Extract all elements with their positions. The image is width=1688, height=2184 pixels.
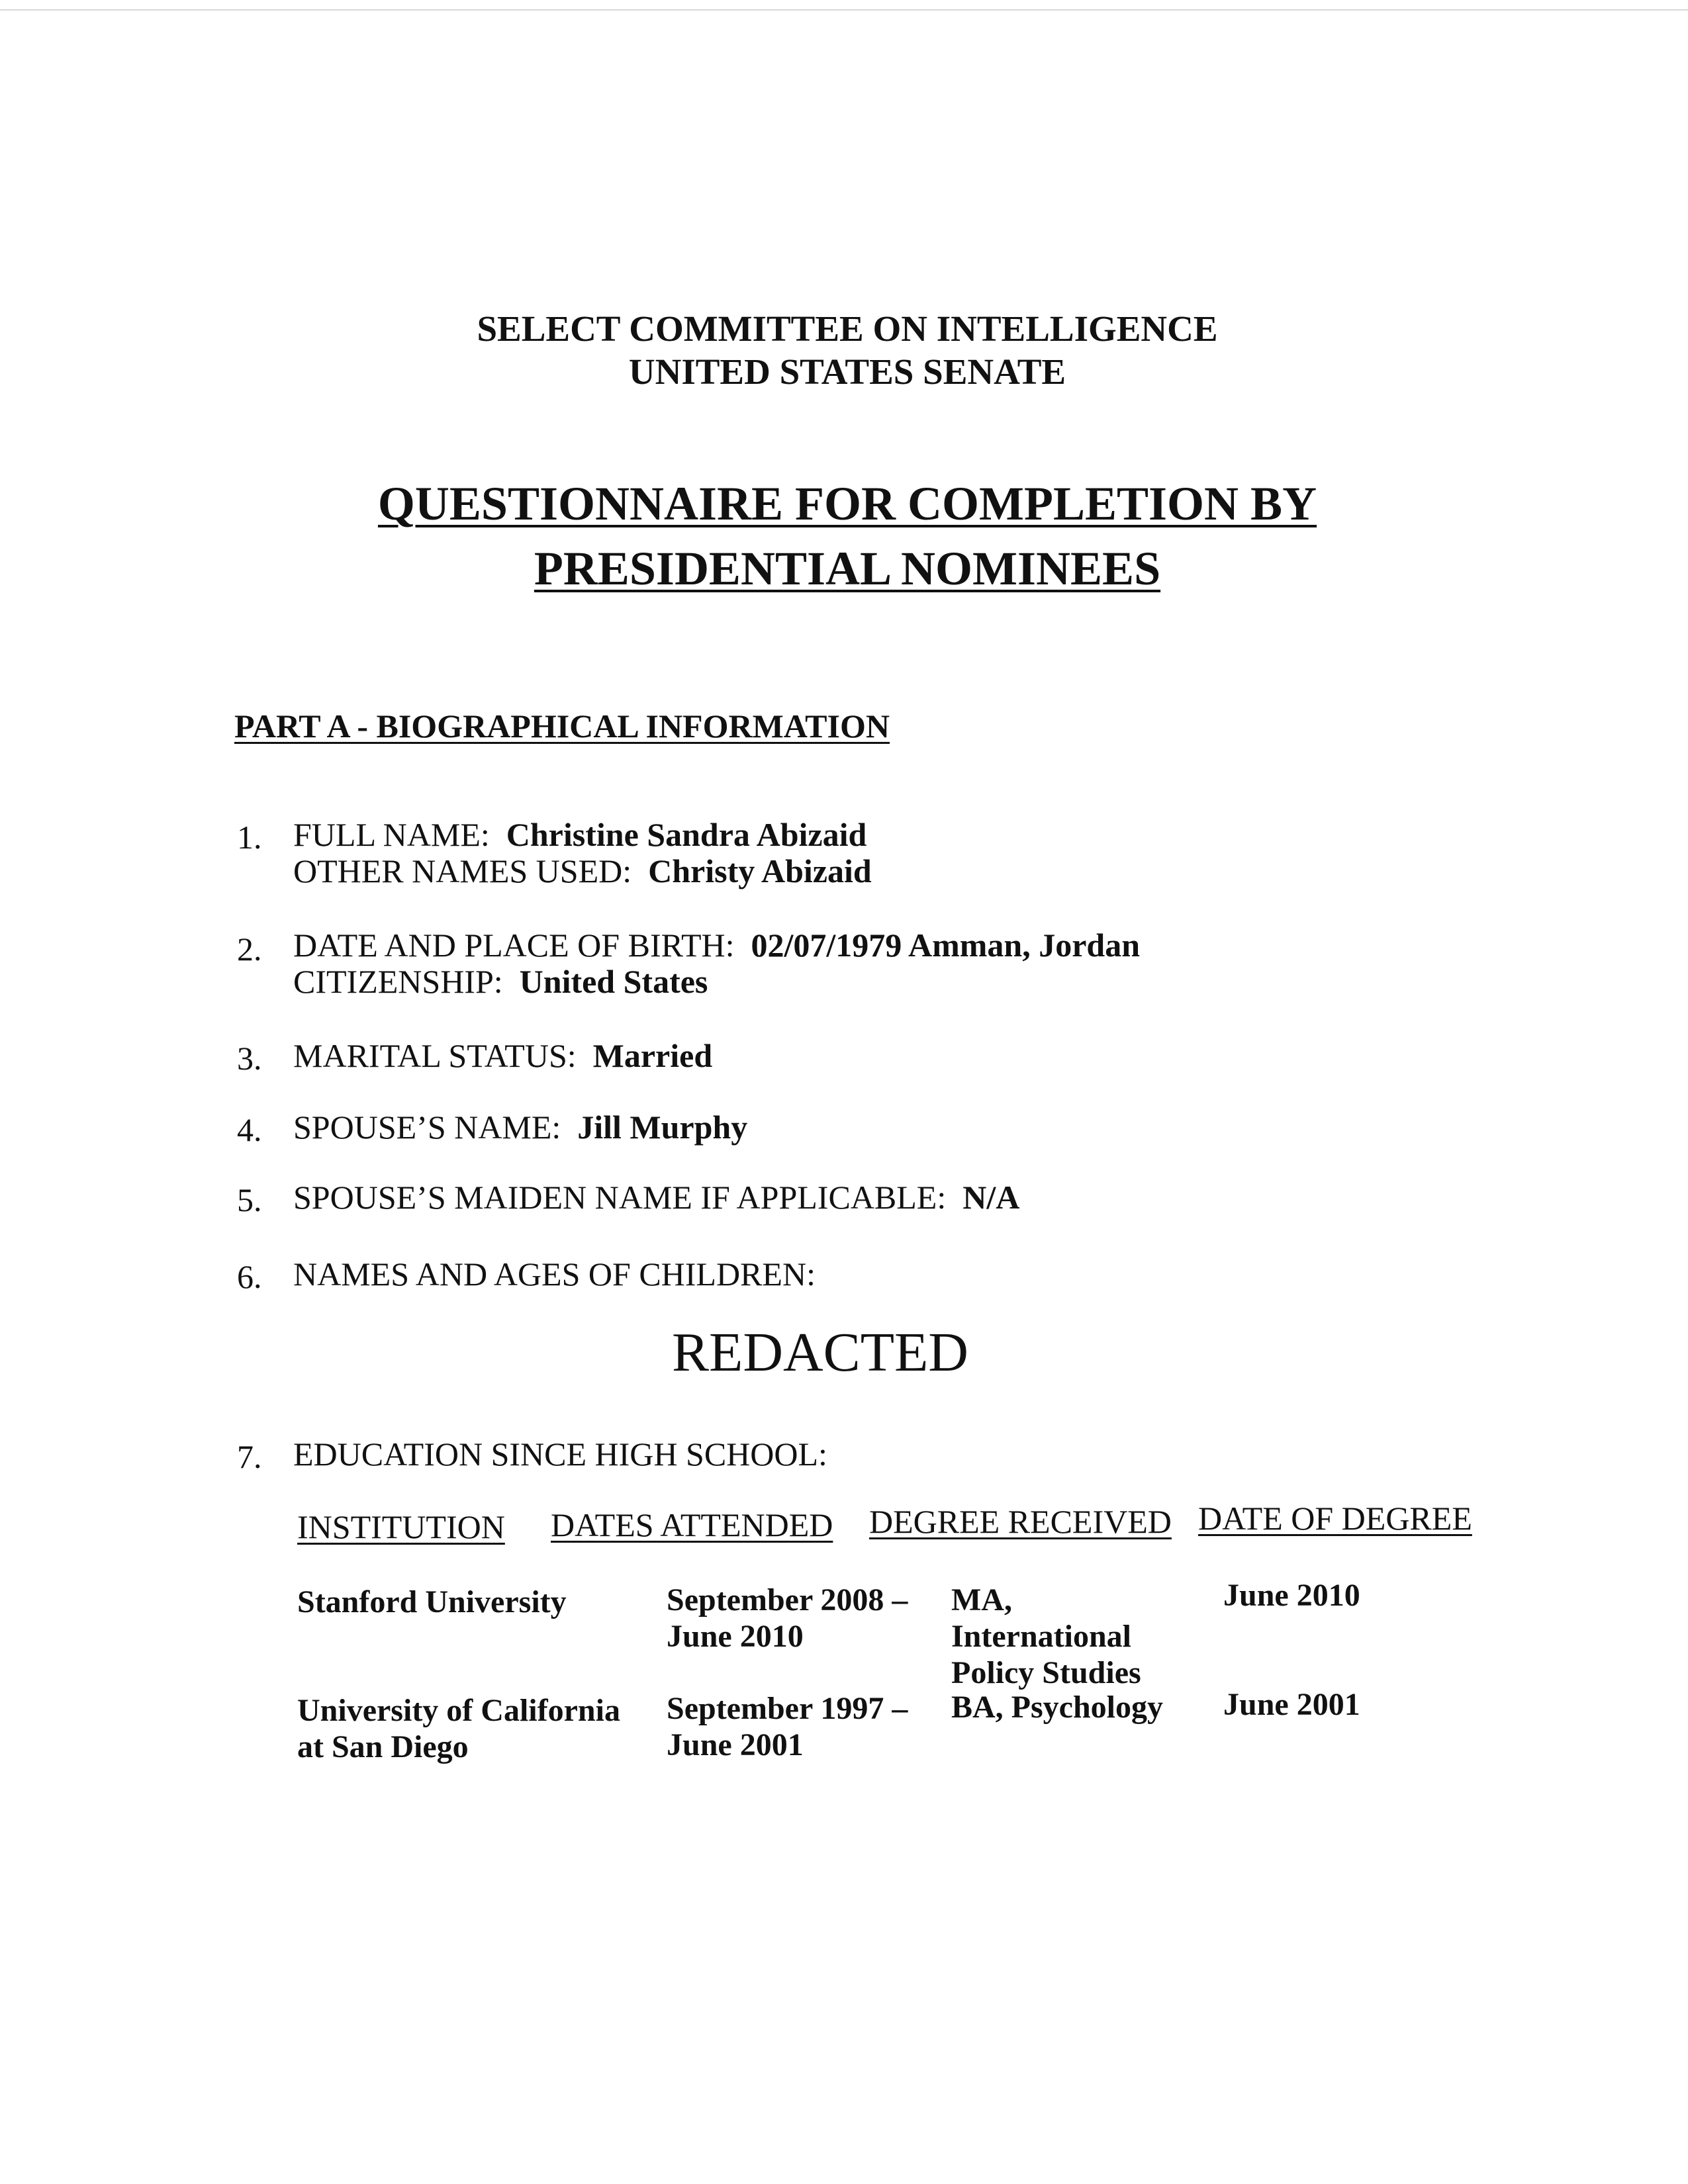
item-birth [293,926,1140,964]
table-cell-dates: September 2008 – June 2010 [667,1582,908,1654]
column-header-dates-attended: DATES ATTENDED [551,1506,833,1543]
document-title-line1: QUESTIONNAIRE FOR COMPLETION BY [377,477,1317,530]
item-spouse-maiden-name [293,1178,1019,1216]
table-cell-institution: University of California at San Diego [297,1693,620,1764]
item-number: 7. [237,1438,262,1475]
table-cell-date-of-degree: June 2001 [1223,1687,1360,1722]
scan-edge-line [0,9,1688,11]
item-number: 1. [237,819,262,856]
item-other-names [293,852,872,890]
field-value: Christine Sandra Abizaid [506,816,867,853]
item-children [293,1255,816,1293]
item-number: 3. [237,1040,262,1077]
document-title-line2: PRESIDENTIAL NOMINEES [534,542,1161,595]
item-education [293,1435,827,1473]
column-header-institution: INSTITUTION [297,1508,505,1545]
item-number: 5. [237,1181,262,1218]
item-marital-status [293,1036,712,1075]
field-label: SPOUSE’S NAME: [293,1109,561,1146]
column-header-date-of-degree: DATE OF DEGREE [1198,1500,1472,1537]
field-label: MARITAL STATUS: [293,1037,577,1074]
column-header-degree-received: DEGREE RECEIVED [869,1503,1172,1540]
field-value: N/A [962,1179,1020,1216]
table-cell-institution: Stanford University [297,1584,567,1619]
item-number: 6. [237,1258,262,1295]
senate-name: UNITED STATES SENATE [628,351,1066,392]
field-value: Jill Murphy [577,1109,748,1146]
table-cell-date-of-degree: June 2010 [1223,1578,1360,1613]
field-label: NAMES AND AGES OF CHILDREN: [293,1255,816,1293]
field-label: FULL NAME: [293,816,490,853]
table-cell-dates: September 1997 – June 2001 [667,1691,908,1762]
item-citizenship [293,962,708,1001]
table-cell-degree: BA, Psychology [951,1690,1164,1725]
field-label: CITIZENSHIP: [293,963,503,1000]
field-label: SPOUSE’S MAIDEN NAME IF APPLICABLE: [293,1179,947,1216]
item-full-name [293,815,867,854]
field-value: Married [592,1037,713,1074]
item-number: 4. [237,1111,262,1148]
redacted-notice: REDACTED [672,1322,968,1383]
committee-name: SELECT COMMITTEE ON INTELLIGENCE [477,308,1218,349]
item-number: 2. [237,931,262,968]
field-value: United States [519,963,708,1000]
table-cell-degree: MA, International Policy Studies [951,1582,1141,1690]
item-spouse-name [293,1108,747,1146]
field-label: DATE AND PLACE OF BIRTH: [293,927,735,964]
field-value: 02/07/1979 Amman, Jordan [751,927,1141,964]
part-a-heading: PART A - BIOGRAPHICAL INFORMATION [234,707,890,745]
field-label: EDUCATION SINCE HIGH SCHOOL: [293,1435,827,1473]
field-value: Christy Abizaid [648,852,872,889]
field-label: OTHER NAMES USED: [293,852,632,889]
